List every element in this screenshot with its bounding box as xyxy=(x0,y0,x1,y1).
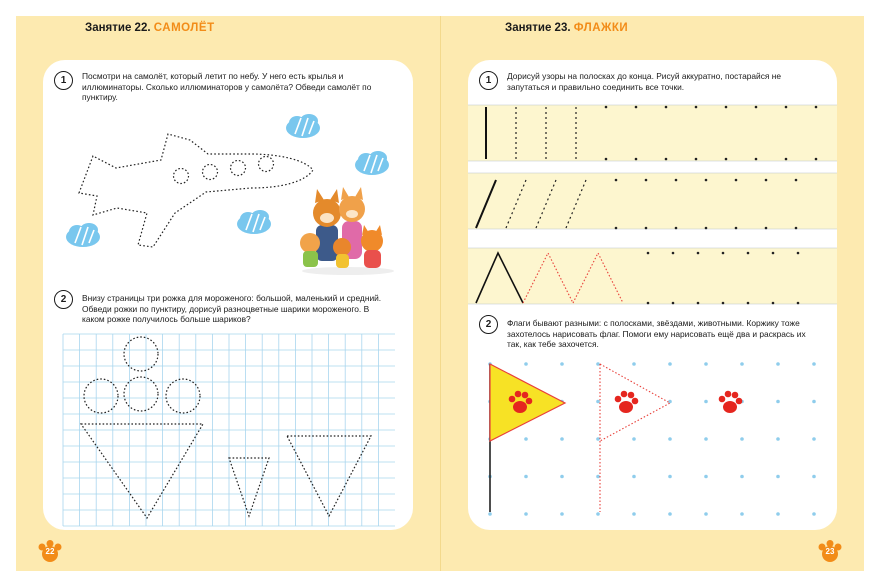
grid-dot xyxy=(596,512,600,516)
grid-dot xyxy=(776,475,780,479)
grid-dot xyxy=(632,437,636,441)
task-instruction: Дорисуй узоры на полосках до конца. Рисуй аккуратно, постарайся не запутаться и правильно соединить все точки. xyxy=(507,71,782,92)
page-number: 23 xyxy=(825,547,835,556)
grid-dot xyxy=(560,437,564,441)
paw-icon xyxy=(615,391,639,413)
grid-dot xyxy=(560,475,564,479)
page-number: 22 xyxy=(45,547,55,556)
grid-dot xyxy=(668,362,672,366)
paw-icon xyxy=(719,391,743,413)
flags-dot-grid xyxy=(468,60,837,530)
grid-dot xyxy=(668,437,672,441)
ice-cream-cone-large xyxy=(81,424,203,518)
grid-dot xyxy=(668,512,672,516)
grid-dot xyxy=(776,512,780,516)
grid-dot xyxy=(812,512,816,516)
grid-dot xyxy=(704,437,708,441)
right-lesson-heading xyxy=(505,22,628,34)
left-lesson-title: САМОЛЁТ xyxy=(153,22,215,34)
task-number-badge: 2 xyxy=(479,315,498,334)
grid-dot xyxy=(596,362,600,366)
grid-dot xyxy=(812,437,816,441)
task-number-badge: 2 xyxy=(54,290,73,309)
grid-dot xyxy=(524,437,528,441)
task-number-badge: 1 xyxy=(54,71,73,90)
grid-dot xyxy=(704,362,708,366)
grid-dot xyxy=(812,475,816,479)
grid-dot xyxy=(596,400,600,404)
task-instruction: Флаги бывают разными: с полосками, звёздами, животными. Коржику тоже захотелось нарисовать флаг. Помоги ему нарисовать ещё два и раскрась их так, как тебе захочется. xyxy=(507,318,806,350)
grid-dot xyxy=(632,512,636,516)
grid-dot xyxy=(812,400,816,404)
ice-cream-cone-small xyxy=(229,458,269,516)
grid-dot xyxy=(776,362,780,366)
grid-dot xyxy=(596,475,600,479)
grid-dot xyxy=(740,512,744,516)
grid-dot xyxy=(524,362,528,366)
grid-dot xyxy=(596,437,600,441)
grid-dot xyxy=(704,475,708,479)
ice-cream-grid xyxy=(43,60,413,530)
grid-dot xyxy=(668,400,672,404)
right-lesson-title: ФЛАЖКИ xyxy=(573,22,629,34)
book-spine xyxy=(440,16,441,571)
grid-dot xyxy=(524,512,528,516)
grid-dot xyxy=(740,437,744,441)
grid-dot xyxy=(560,362,564,366)
grid-dot xyxy=(560,512,564,516)
right-task-card xyxy=(468,60,837,530)
grid-dot xyxy=(704,512,708,516)
ice-cream-scoop xyxy=(166,379,200,413)
grid-dot xyxy=(632,475,636,479)
right-lesson-prefix: Занятие 23. xyxy=(505,22,571,34)
task-instruction: Посмотри на самолёт, который летит по небу. У него есть крылья и иллюминаторы. Сколько иллюминаторов у самолёта? Обведи самолёт по пунктиру. xyxy=(82,71,372,103)
grid-dot xyxy=(704,400,708,404)
left-lesson-prefix: Занятие 22. xyxy=(85,22,151,34)
grid-dot xyxy=(776,437,780,441)
grid-dot xyxy=(740,475,744,479)
grid-dot xyxy=(812,362,816,366)
task-number-badge: 1 xyxy=(479,71,498,90)
left-task-card xyxy=(43,60,413,530)
grid-dot xyxy=(668,475,672,479)
task-instruction: Внизу страницы три рожка для мороженого: большой, маленький и средний. Обведи рожки по пунктиру, дорисуй разноцветные шарики мороженого. В каком рожке получилось больше шариков? xyxy=(82,293,382,325)
grid-dot xyxy=(632,362,636,366)
page-number-badge xyxy=(38,540,62,564)
grid-dot xyxy=(776,400,780,404)
guide-dots xyxy=(488,362,816,516)
left-lesson-heading xyxy=(85,22,215,34)
grid-dot xyxy=(524,475,528,479)
page-number-badge xyxy=(818,540,842,564)
grid-dot xyxy=(488,512,492,516)
grid-lines xyxy=(63,334,395,526)
grid-dot xyxy=(740,362,744,366)
